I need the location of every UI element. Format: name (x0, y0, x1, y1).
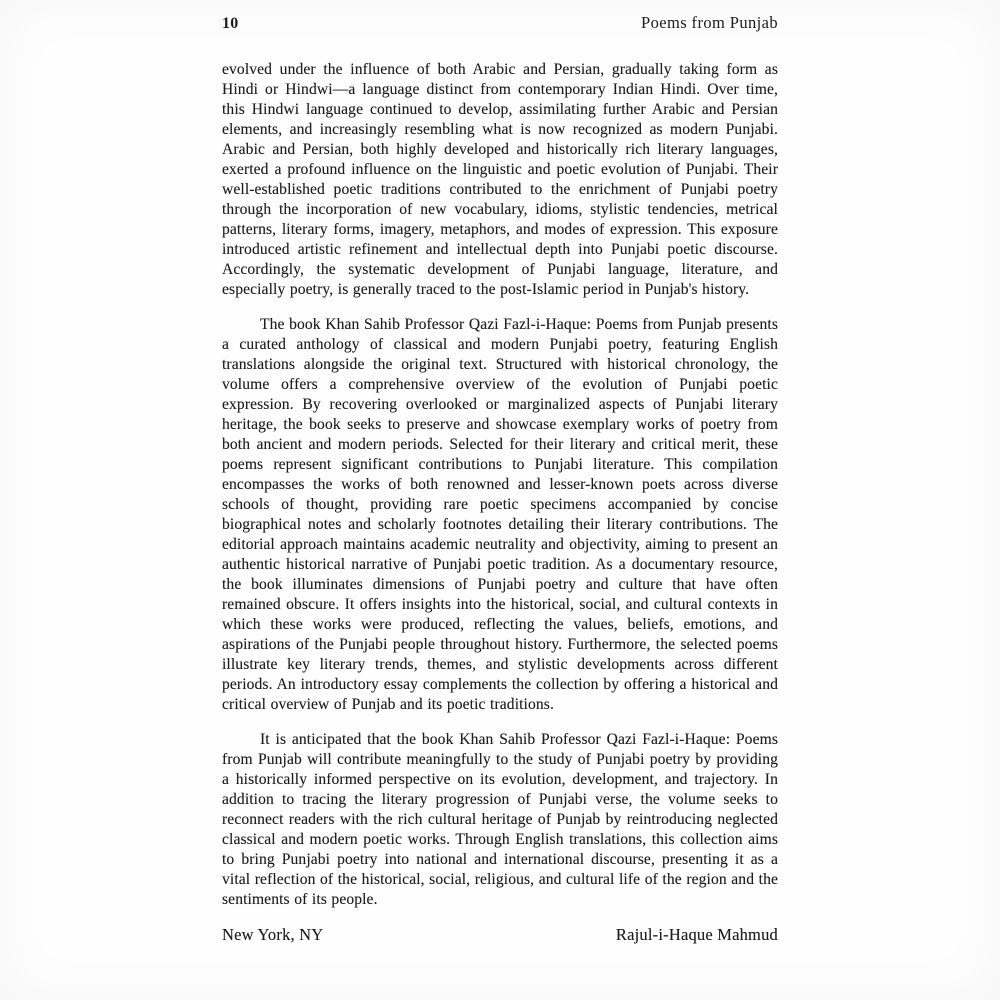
running-header (222, 13, 778, 33)
text-column (222, 13, 778, 945)
signoff-place: New York, NY (222, 925, 324, 944)
body-paragraph-2: The book Khan Sahib Professor Qazi Fazl-i-Haque: Poems from Punjab presents a curated anthology of classical and modern Punjabi poetry, featuring English translations alongside the original text. Structured with historical chronology, the volume offers a comprehensive overview of the evolution of Punjabi poetic expression. By recovering overlooked or marginalized aspects of Punjabi literary heritage, the book seeks to preserve and showcase exemplary works of poetry from both ancient and modern periods. Selected for their literary and critical merit, these poems represent significant contributions to Punjabi literature. This compilation encompasses the works of both renowned and lesser-known poets across diverse schools of thought, providing rare poetic specimens accompanied by concise biographical notes and scholarly footnotes detailing their literary contributions. The editorial approach maintains academic neutrality and objectivity, aiming to present an authentic historical narrative of Punjabi poetic tradition. As a documentary resource, the book illuminates dimensions of Punjabi poetry and culture that have often remained obscure. It offers insights into the historical, social, and cultural contexts in which these works were produced, reflecting the values, beliefs, emotions, and aspirations of the Punjabi people throughout history. Furthermore, the selected poems illustrate key literary trends, themes, and stylistic developments across different periods. An introductory essay complements the collection by offering a historical and critical overview of Punjab and its poetic traditions. (222, 316, 778, 713)
running-title: Poems from Punjab (641, 13, 778, 32)
body-paragraph-3: It is anticipated that the book Khan Sahib Professor Qazi Fazl-i-Haque: Poems from Punjab will contribute meaningfully to the study of Punjabi poetry by providing a historically informed perspective on its evolution, development, and trajectory. In addition to tracing the literary progression of Punjabi verse, the volume seeks to reconnect readers with the rich cultural heritage of Punjab by reintroducing neglected classical and modern poetic works. Through English translations, this collection aims to bring Punjabi poetry into national and international discourse, presenting it as a vital reflection of the historical, social, religious, and cultural life of the region and the sentiments of its people. (222, 731, 778, 908)
signoff-name: Rajul-i-Haque Mahmud (615, 925, 778, 944)
body-paragraph-1: evolved under the influence of both Arabic and Persian, gradually taking form as Hindi or Hindwi—a language distinct from contemporary Indian Hindi. Over time, this Hindwi language continued to develop, assimilating further Arabic and Persian elements, and increasingly resembling what is now recognized as modern Punjabi. Arabic and Persian, both highly developed and historically rich literary languages, exerted a profound influence on the linguistic and poetic evolution of Punjabi. Their well-established poetic traditions contributed to the enrichment of Punjabi poetry through the incorporation of new vocabulary, idioms, stylistic tendencies, metrical patterns, literary forms, imagery, metaphors, and modes of expression. This exposure introduced artistic refinement and intellectual depth into Punjabi poetic discourse. Accordingly, the systematic development of Punjabi language, literature, and especially poetry, is generally traced to the post-Islamic period in Punjab's history. (222, 61, 778, 298)
page-number: 10 (222, 15, 239, 32)
signoff-row (222, 925, 778, 945)
body-text (222, 60, 778, 910)
